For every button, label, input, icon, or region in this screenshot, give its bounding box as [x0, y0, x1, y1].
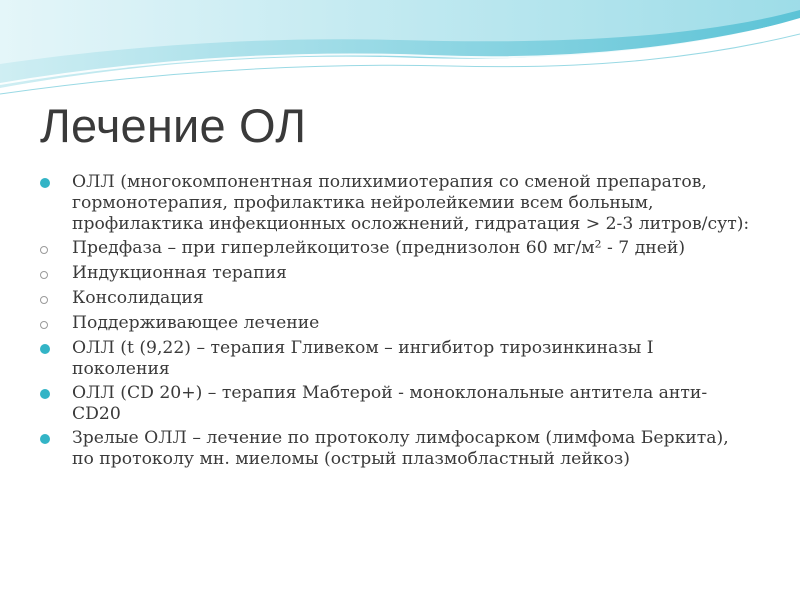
slide-title: Лечение ОЛ	[40, 99, 307, 152]
bullet-dot-icon	[40, 178, 50, 188]
bullet-dot-icon	[40, 389, 50, 399]
list-item-text: ОЛЛ (CD 20+) – терапия Мабтерой - моноклональные антитела анти-CD20	[72, 383, 708, 424]
sub-list-item	[38, 313, 753, 334]
list-item-text: Предфаза – при гиперлейкоцитозе (преднизолон 60 мг/м² - 7 дней)	[72, 238, 686, 258]
bullet-dot-icon	[40, 344, 50, 354]
list-item-text: Индукционная терапия	[72, 263, 287, 283]
list-item	[38, 338, 753, 380]
list-item-text: ОЛЛ (t (9,22) – терапия Гливеком – ингибитор тирозинкиназы I поколения	[72, 338, 654, 379]
list-item-text: Поддерживающее лечение	[72, 313, 320, 333]
bullet-dot-icon	[40, 434, 50, 444]
sub-list-item	[38, 288, 753, 309]
list-item	[38, 428, 753, 470]
list-item	[38, 383, 753, 425]
list-item-text: Консолидация	[72, 288, 204, 308]
sub-list-item	[38, 263, 753, 284]
list-item	[38, 172, 753, 235]
bullet-ring-icon	[40, 321, 48, 329]
bullet-ring-icon	[40, 271, 48, 279]
list-item-text: ОЛЛ (многокомпонентная полихимиотерапия со сменой препаратов, гормонотерапия, профилактика нейролейкемии всем больным, профилактика инфекционных осложнений, гидратация > 2-3 литров/сут):	[72, 172, 750, 234]
header-wave-decoration	[0, 0, 800, 110]
sub-list-item	[38, 238, 753, 259]
bullet-list	[38, 172, 753, 473]
bullet-ring-icon	[40, 296, 48, 304]
bullet-ring-icon	[40, 246, 48, 254]
list-item-text: Зрелые ОЛЛ – лечение по протоколу лимфосарком (лимфома Беркита), по протоколу мн. миеломы (острый плазмобластный лейкоз)	[72, 428, 729, 469]
